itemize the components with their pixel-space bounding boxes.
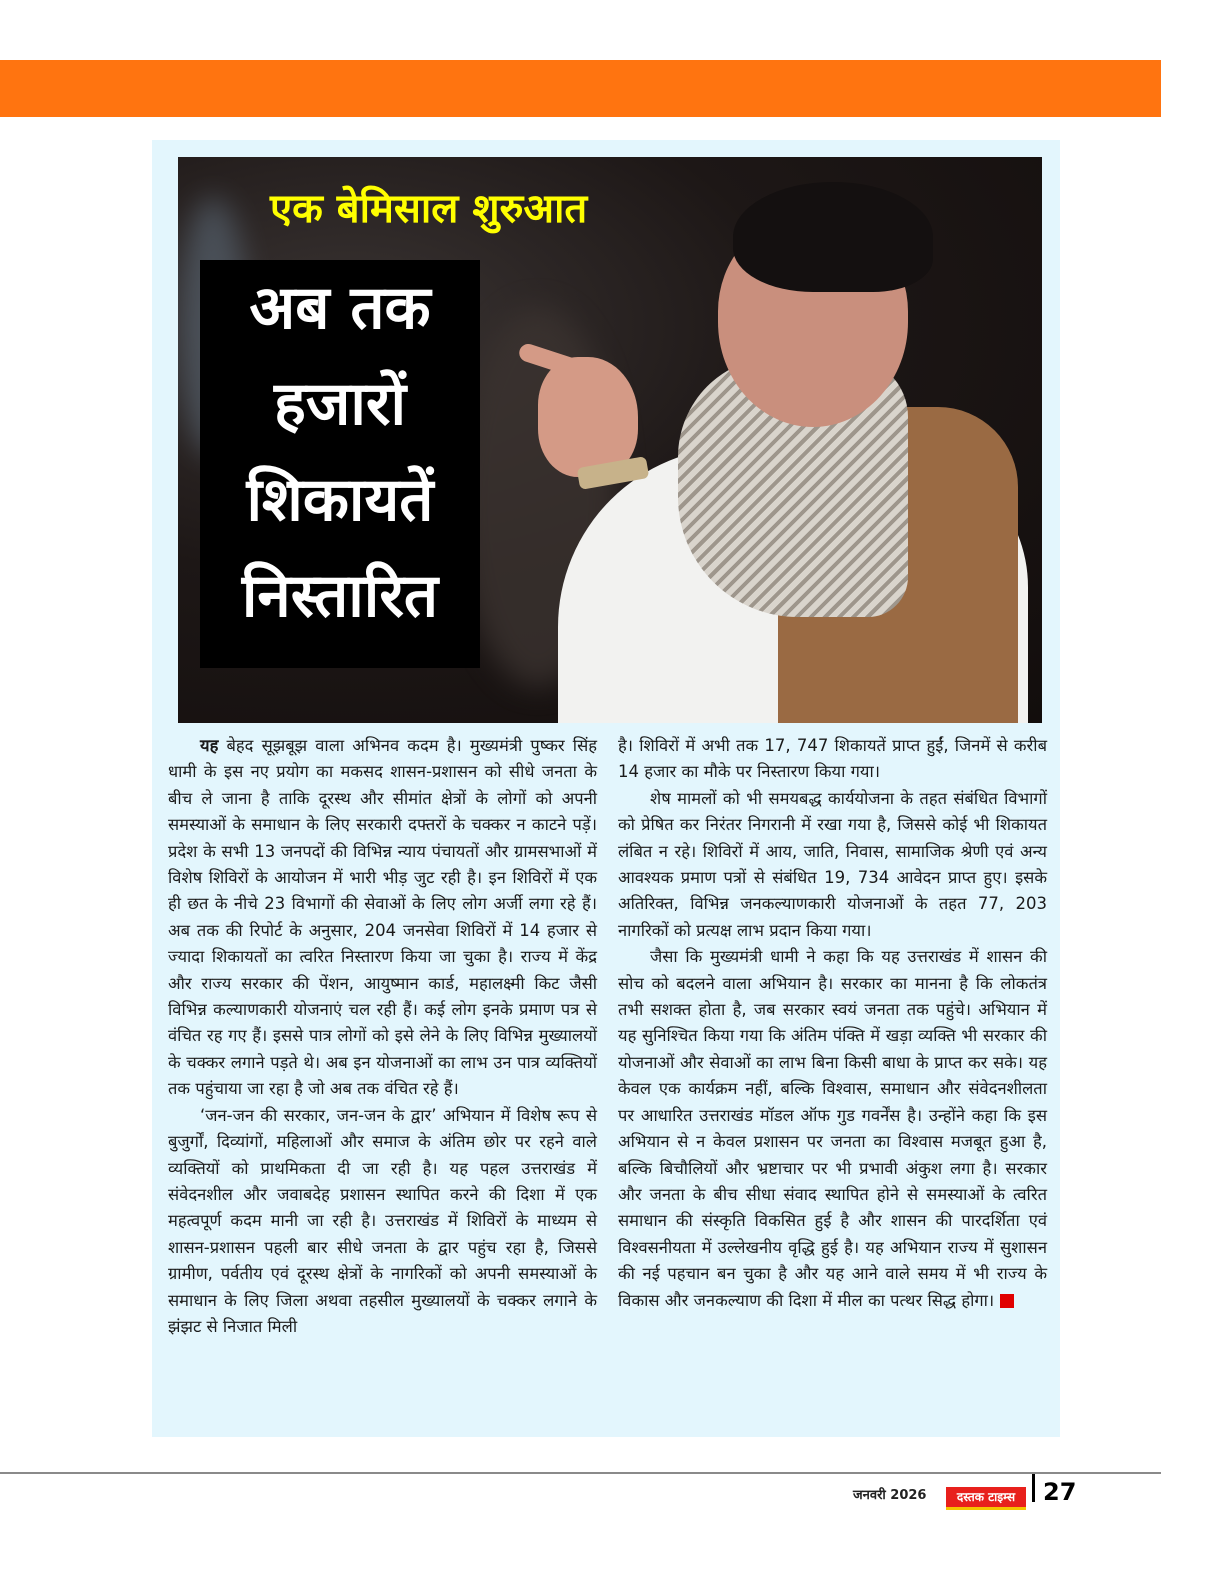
- header-orange-band: [0, 60, 1161, 117]
- paragraph-text: जैसा कि मुख्यमंत्री धामी ने कहा कि यह उत्तराखंड में शासन की सोच को बदलने वाला अभियान है। सरकार का मानना है कि लोकतंत्र तभी सशक्त होता है, जब सरकार स्वयं जनता तक पहुंचे। अभियान में यह सुनिश्चित किया गया कि अंतिम पंक्ति में खड़ा व्यक्ति भी सरकार की योजनाओं और सेवाओं का लाभ बिना किसी बाधा के प्राप्त कर सके। यह केवल एक कार्यक्रम नहीं, बल्कि विश्वास, समाधान और संवेदनशीलता पर आधारित उत्तराखंड मॉडल ऑफ गुड गवर्नेंस है। उन्होंने कहा कि इस अभियान से न केवल प्रशासन पर जनता का विश्वास मजबूत हुआ है, बल्कि बिचौलियों और भ्रष्टाचार पर भी प्रभावी अंकुश लगा है। सरकार और जनता के बीच सीधा संवाद स्थापित होने से समस्याओं के त्वरित समाधान की संस्कृति विकसित हुई है और शासन की पारदर्शिता एवं विश्वसनीयता में उल्लेखनीय वृद्धि हुई है। यह अभियान राज्य में सुशासन की नई पहचान बन चुका है और यह आने वाले समय में भी राज्य के विकास और जनकल्याण की दिशा में मील का पत्थर सिद्ध होगा।: [618, 947, 1047, 1310]
- magazine-logo: दस्तक टाइम्स: [946, 1487, 1026, 1510]
- headline-line: हजारों: [274, 369, 406, 439]
- article-paragraph: शेष मामलों को भी समयबद्ध कार्ययोजना के तहत संबंधित विभागों को प्रेषित कर निरंतर निगरानी में रखा गया है, जिससे कोई भी शिकायत लंबित न रहे। शिविरों में आय, जाति, निवास, सामाजिक श्रेणी एवं अन्य आवश्यक प्रमाण पत्रों से संबंधित 19, 734 आवेदन प्राप्त हुए। इसके अतिरिक्त, विभिन्न जनकल्याणकारी योजनाओं के तहत 77, 203 नागरिकों को प्रत्यक्ष लाभ प्रदान किया गया।: [618, 788, 1047, 940]
- lead-word: यह: [200, 736, 219, 755]
- headline-line: अब तक: [249, 273, 431, 343]
- article-paragraph: है। शिविरों में अभी तक 17, 747 शिकायतें प्राप्त हुईं, जिनमें से करीब 14 हजार का मौके पर निस्तारण किया गया।: [618, 736, 1047, 782]
- article-paragraph: ‘जन-जन की सरकार, जन-जन के द्वार’ अभियान में विशेष रूप से बुजुर्गों, दिव्यांगों, महिलाओं और समाज के अंतिम छोर पर रहने वाले व्यक्तियों को प्राथमिकता दी जा रही है। यह पहल उत्तराखंड में संवेदनशील और जवाबदेह प्रशासन स्थापित करने की दिशा में एक महत्वपूर्ण कदम मानी जा रही है। उत्तराखंड में शिविरों के माध्यम से शासन-प्रशासन पहली बार सीधे जनता के द्वार पहुंच रहा है, जिससे ग्रामीण, पर्वतीय एवं दूरस्थ क्षेत्रों के नागरिकों को अपनी समस्याओं के समाधान के लिए जिला अथवा तहसील मुख्यालयों के चक्कर लगाने के झंझट से निजात मिली: [168, 1105, 597, 1336]
- footer-divider: [0, 1472, 1161, 1474]
- article-paragraph: [618, 944, 1047, 1314]
- subject-hair: [733, 182, 933, 292]
- footer-separator: [1032, 1474, 1035, 1502]
- headline-box: [200, 260, 480, 668]
- feature-kicker: एक बेमिसाल शुरुआत: [270, 186, 588, 232]
- feature-photo: [178, 157, 1042, 723]
- paragraph-text: बेहद सूझबूझ वाला अभिनव कदम है। मुख्यमंत्री पुष्कर सिंह धामी के इस नए प्रयोग का मकसद शासन-प्रशासन को सीधे जनता के बीच ले जाना है ताकि दूरस्थ और सीमांत क्षेत्रों के लोगों को अपनी समस्याओं के समाधान के लिए सरकारी दफ्तरों के चक्कर न काटने पड़ें। प्रदेश के सभी 13 जनपदों की विभिन्न न्याय पंचायतों और ग्रामसभाओं में विशेष शिविरों के आयोजन में भारी भीड़ जुट रही है। इन शिविरों में एक ही छत के नीचे 23 विभागों की सेवाओं के लिए लोग अर्जी लगा रहे हैं। अब तक की रिपोर्ट के अनुसार, 204 जनसेवा शिविरों में 14 हजार से ज्यादा शिकायतों का त्वरित निस्तारण किया जा चुका है। राज्य में केंद्र और राज्य सरकार की पेंशन, आयुष्मान कार्ड, महालक्ष्मी किट जैसी विभिन्न कल्याणकारी योजनाएं चल रही हैं। कई लोग इनके प्रमाण पत्र से वंचित रह गए हैं। इससे पात्र लोगों को इसे लेने के लिए विभिन्न मुख्यालयों के चक्कर लगाने पड़ते थे। अब इन योजनाओं का लाभ उन पात्र व्यक्तियों तक पहुंचाया जा रहा है जो अब तक वंचित रहे हैं।: [168, 736, 597, 1099]
- article-body: [168, 733, 1047, 1340]
- article-paragraph: [168, 733, 597, 1103]
- article-column-left: [168, 733, 597, 1340]
- article-column-right: [618, 733, 1047, 1340]
- issue-date: जनवरी 2026: [853, 1488, 927, 1503]
- headline-line: निस्तारित: [241, 561, 439, 631]
- end-of-article-icon: [1000, 1294, 1014, 1308]
- page-number: 27: [1043, 1478, 1077, 1506]
- headline-line: शिकायतें: [246, 465, 434, 535]
